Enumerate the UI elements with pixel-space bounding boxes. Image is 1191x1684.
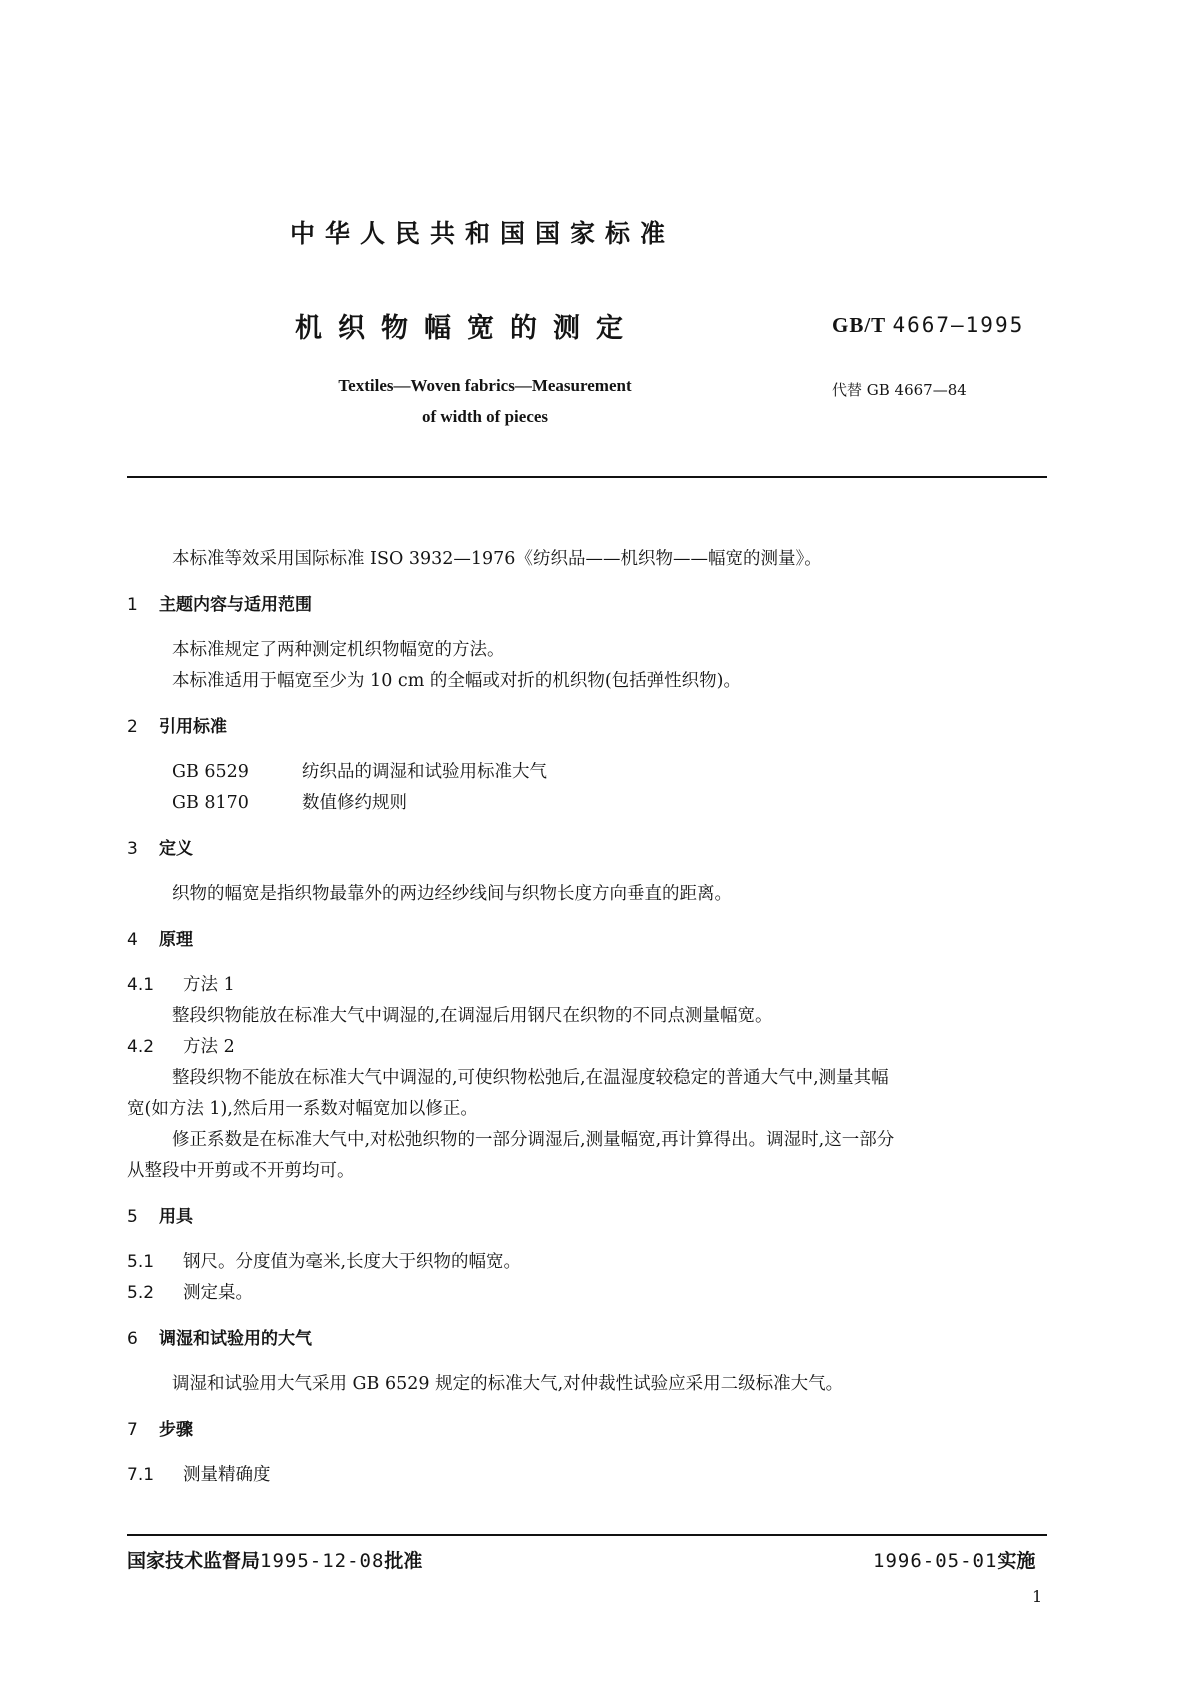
section-title: 调湿和试验用的大气: [159, 1329, 312, 1349]
reference-code: GB 6529: [172, 762, 249, 782]
section-1-paragraph: 本标准适用于幅宽至少为 10 cm 的全幅或对折的机织物(包括弹性织物)。: [172, 671, 742, 691]
subsection-4-2-paragraph-line: 整段织物不能放在标准大气中调湿的,可使织物松弛后,在温湿度较稳定的普通大气中,测量其幅: [172, 1068, 889, 1088]
section-number: 6: [127, 1329, 138, 1349]
standard-number: [832, 313, 1024, 338]
subsection-title: 方法 1: [183, 975, 235, 995]
reference-name: 纺织品的调湿和试验用标准大气: [302, 762, 547, 782]
document-body: [127, 544, 1047, 1491]
section-4-heading: [127, 925, 1047, 956]
subsection-number: 5.2: [127, 1283, 155, 1303]
section-number: 7: [127, 1420, 138, 1440]
subsection-7-1: [127, 1460, 1047, 1491]
effective-date: 1996-05-01: [873, 1550, 998, 1572]
standard-prefix: GB/T: [832, 313, 887, 337]
section-number: 5: [127, 1207, 138, 1227]
approval-suffix: 批准: [384, 1550, 423, 1572]
section-title: 用具: [159, 1207, 193, 1227]
subsection-4-2-paragraph-line: 宽(如方法 1),然后用一系数对幅宽加以修正。: [127, 1099, 478, 1119]
section-number: 2: [127, 717, 138, 737]
subsection-5-1: [127, 1247, 1047, 1278]
subsection-number: 4.1: [127, 975, 155, 995]
section-number: 3: [127, 839, 138, 859]
section-1-heading: [127, 590, 1047, 621]
effective-suffix: 实施: [997, 1550, 1036, 1572]
subsection-4-1: [127, 970, 1047, 1001]
reference-code: GB 8170: [172, 793, 249, 813]
section-number: 4: [127, 930, 138, 950]
section-6-paragraph: 调湿和试验用大气采用 GB 6529 规定的标准大气,对仲裁性试验应采用二级标准大气。: [172, 1374, 844, 1394]
section-1-paragraph: 本标准规定了两种测定机织物幅宽的方法。: [172, 640, 505, 660]
approval-date: 1995-12-08: [260, 1550, 385, 1572]
section-title: 原理: [159, 930, 193, 950]
subsection-4-1-paragraph: 整段织物能放在标准大气中调湿的,在调湿后用钢尺在织物的不同点测量幅宽。: [172, 1006, 773, 1026]
subsection-number: 5.1: [127, 1252, 155, 1272]
page-number: 1: [1032, 1587, 1043, 1606]
reference-name: 数值修约规则: [302, 793, 407, 813]
section-5-heading: [127, 1202, 1047, 1233]
reference-row: [127, 788, 1047, 819]
subsection-4-2-paragraph-line: 修正系数是在标准大气中,对松弛织物的一部分调湿后,测量幅宽,再计算得出。调湿时,这一部分: [172, 1130, 895, 1150]
section-number: 1: [127, 595, 138, 615]
section-2-heading: [127, 712, 1047, 743]
subsection-title: 测量精确度: [183, 1465, 271, 1485]
standard-code: 4667—1995: [892, 313, 1025, 337]
section-6-heading: [127, 1324, 1047, 1355]
reference-row: [127, 757, 1047, 788]
effective-line: [873, 1546, 1035, 1573]
subsection-text: 测定桌。: [183, 1283, 253, 1303]
section-title: 定义: [159, 839, 193, 859]
section-7-heading: [127, 1415, 1047, 1446]
intro-paragraph: 本标准等效采用国际标准 ISO 3932—1976《纺织品——机织物——幅宽的测量》。: [172, 549, 822, 569]
footer-divider: [127, 1534, 1047, 1536]
title-en-line1: Textiles—Woven fabrics—Measurement: [338, 376, 632, 395]
section-title: 主题内容与适用范围: [159, 595, 312, 615]
subsection-4-2-paragraph-line: 从整段中开剪或不开剪均可。: [127, 1161, 355, 1181]
replaces-note: 代替 GB 4667—84: [832, 381, 967, 399]
standard-type-heading: 中华人民共和国国家标准: [290, 219, 676, 248]
section-title: 步骤: [159, 1420, 193, 1440]
approval-org: 国家技术监督局: [127, 1550, 261, 1572]
section-3-paragraph: 织物的幅宽是指织物最靠外的两边经纱线间与织物长度方向垂直的距离。: [172, 884, 732, 904]
section-3-heading: [127, 834, 1047, 865]
header-divider: [127, 476, 1047, 478]
section-title: 引用标准: [159, 717, 227, 737]
subsection-number: 7.1: [127, 1465, 155, 1485]
title-en-line2: of width of pieces: [421, 407, 549, 426]
document-title-en: [280, 370, 690, 432]
subsection-number: 4.2: [127, 1037, 155, 1057]
subsection-5-2: [127, 1278, 1047, 1309]
document-title-cn: 机织物幅宽的测定: [295, 313, 639, 344]
subsection-title: 方法 2: [183, 1037, 235, 1057]
subsection-text: 钢尺。分度值为毫米,长度大于织物的幅宽。: [183, 1252, 522, 1272]
approval-line: [127, 1546, 422, 1573]
subsection-4-2: [127, 1032, 1047, 1063]
